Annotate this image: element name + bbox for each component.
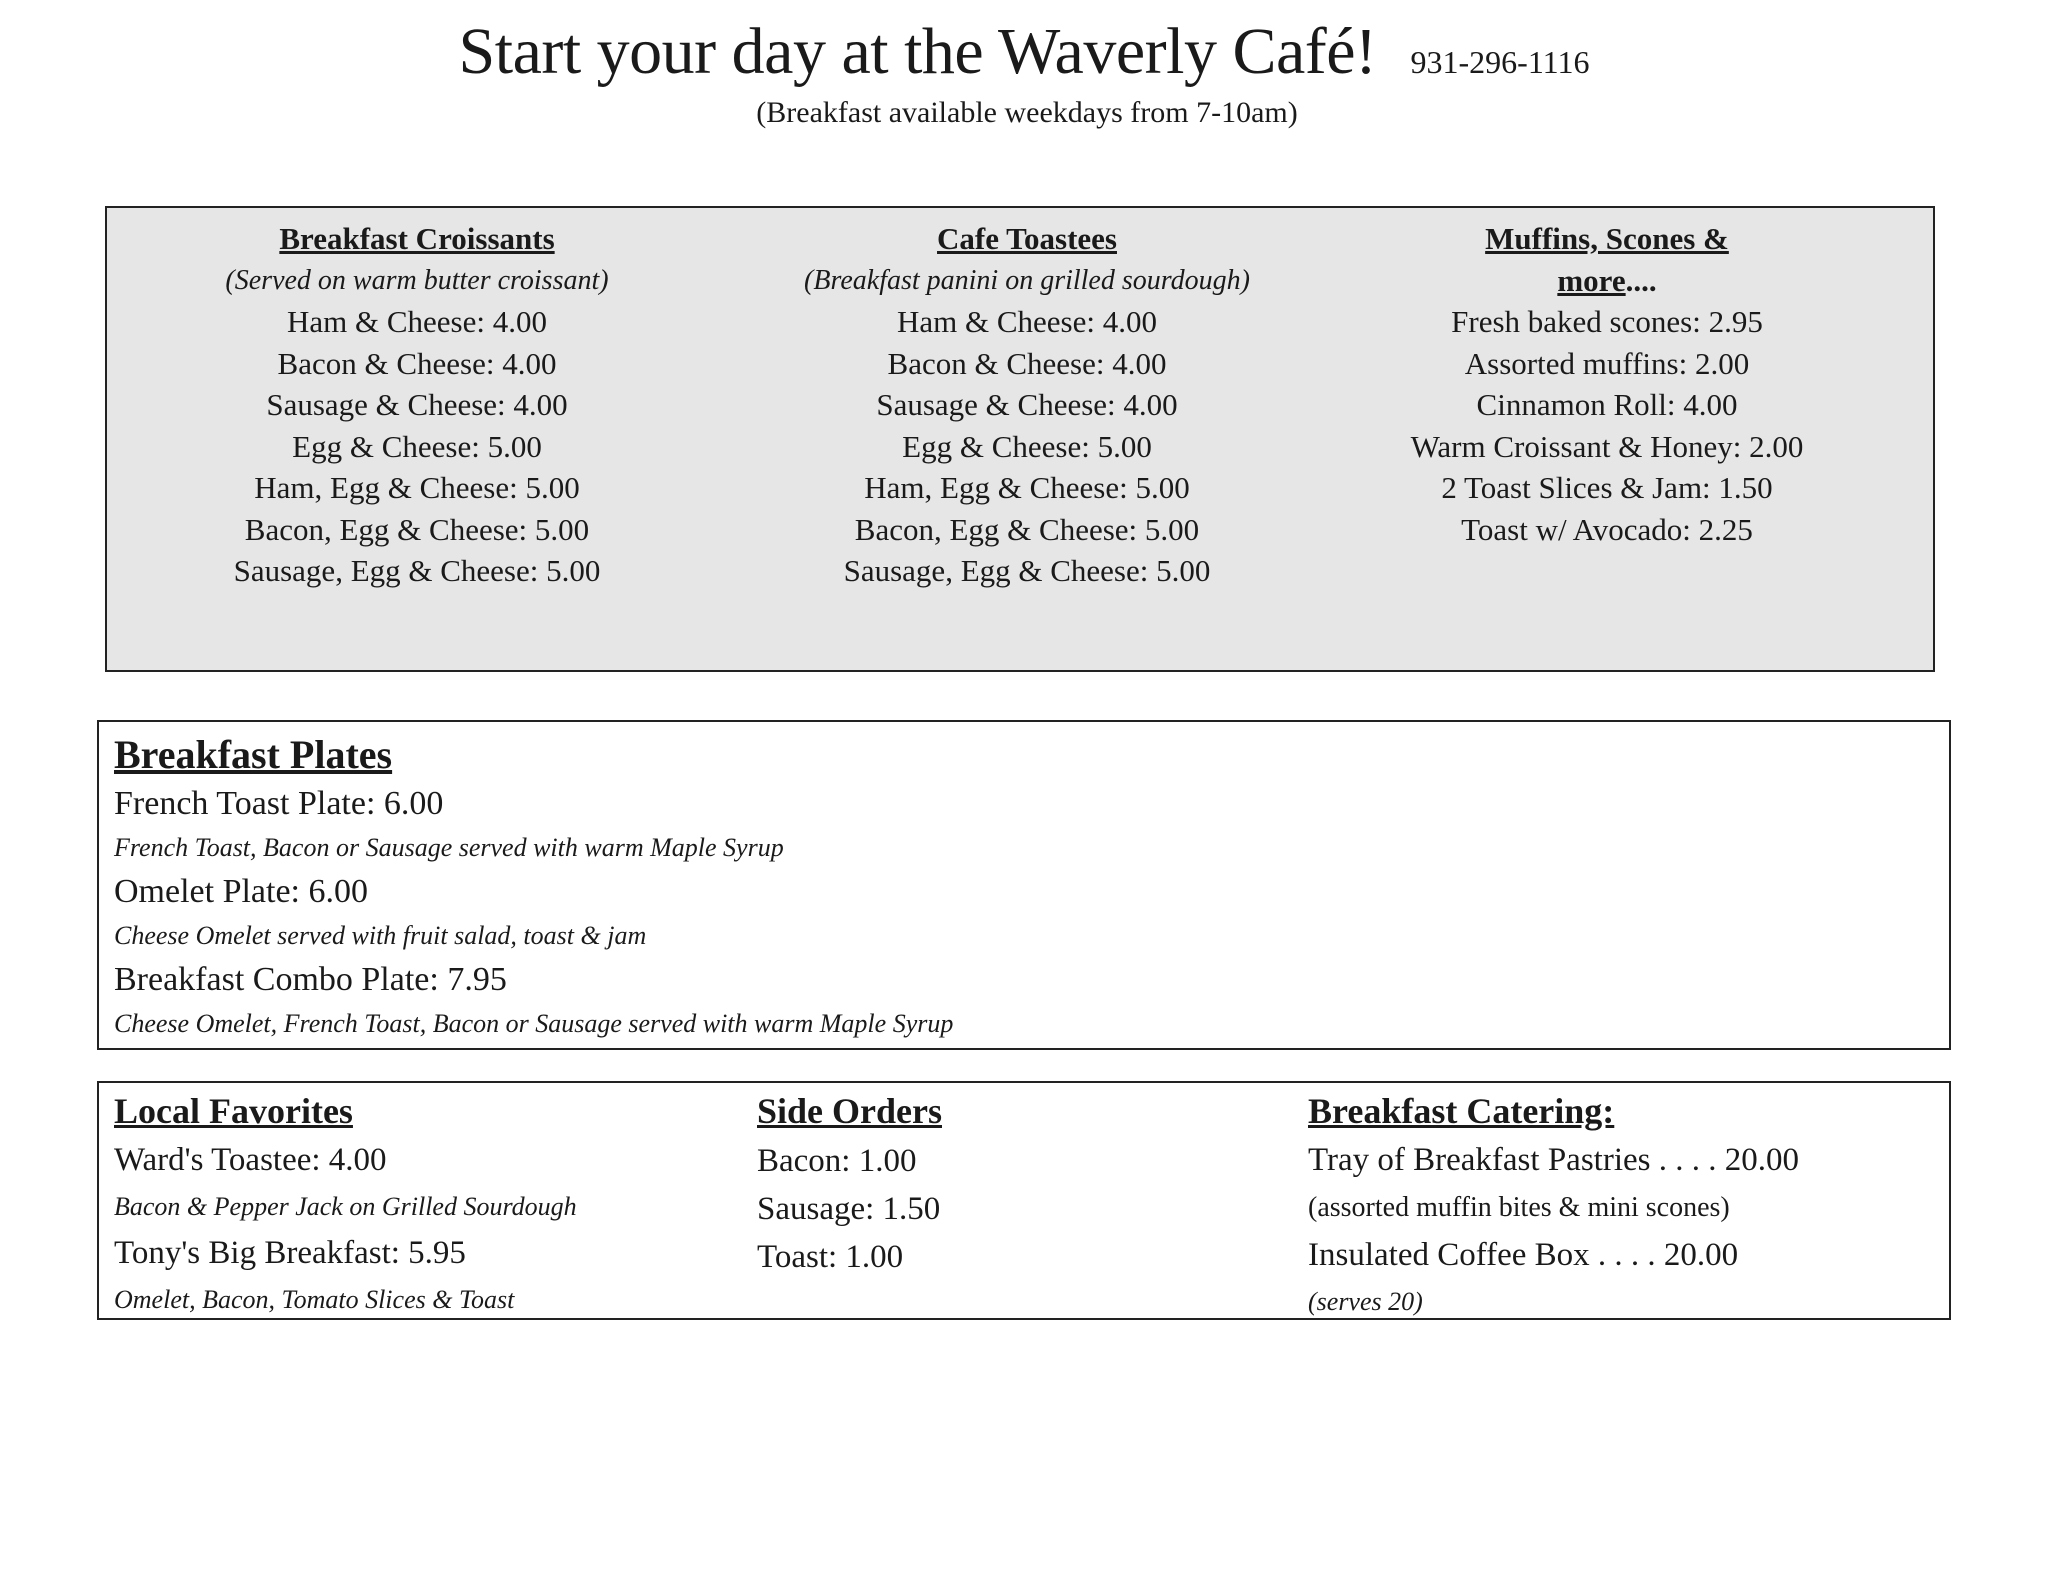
menu-item: Sausage, Egg & Cheese: 5.00	[843, 553, 1211, 588]
menu-item: Cinnamon Roll: 4.00	[1476, 387, 1738, 422]
menu-item: Assorted muffins: 2.00	[1464, 345, 1750, 381]
page-title: Start your day at the Waverly Café!	[458, 15, 1377, 88]
local-item-description: Bacon & Pepper Jack on Grilled Sourdough	[114, 1192, 577, 1221]
muffins-heading-line1: Muffins, Scones &	[1485, 221, 1729, 256]
top-menu-box	[105, 206, 1935, 672]
catering-item: Insulated Coffee Box . . . . 20.00	[1308, 1237, 1739, 1273]
plate-description: French Toast, Bacon or Sausage served with warm Maple Syrup	[114, 833, 784, 862]
local-favorites-heading: Local Favorites	[114, 1091, 353, 1131]
plate-item: Breakfast Combo Plate: 7.95	[114, 961, 507, 998]
catering-heading: Breakfast Catering:	[1308, 1091, 1615, 1131]
plate-description: Cheese Omelet served with fruit salad, toast & jam	[114, 921, 647, 950]
local-favorites-section	[114, 1085, 734, 1323]
muffins-heading-more: more	[1557, 262, 1626, 298]
menu-item: Fresh baked scones: 2.95	[1451, 304, 1763, 339]
menu-item: Egg & Cheese: 5.00	[902, 428, 1152, 464]
catering-item: Tray of Breakfast Pastries . . . . 20.00	[1308, 1142, 1799, 1178]
menu-item: Ham, Egg & Cheese: 5.00	[254, 470, 580, 505]
menu-item: 2 Toast Slices & Jam: 1.50	[1441, 470, 1773, 505]
toastees-heading: Cafe Toastees	[937, 221, 1117, 256]
menu-item: Bacon, Egg & Cheese: 5.00	[244, 511, 590, 547]
local-item: Ward's Toastee: 4.00	[114, 1142, 387, 1178]
toastees-section	[757, 218, 1297, 592]
menu-item: Toast w/ Avocado: 2.25	[1461, 511, 1753, 547]
menu-item: Sausage & Cheese: 4.00	[266, 387, 568, 422]
plate-description: Cheese Omelet, French Toast, Bacon or Sausage served with warm Maple Syrup	[114, 1009, 954, 1038]
menu-item: Egg & Cheese: 5.00	[292, 428, 542, 464]
phone-number: 931-296-1116	[1410, 44, 1590, 80]
menu-item: Ham & Cheese: 4.00	[286, 304, 547, 339]
muffins-heading-line2	[1377, 260, 1837, 302]
plates-heading: Breakfast Plates	[114, 732, 393, 777]
side-item: Toast: 1.00	[757, 1239, 904, 1275]
menu-item: Bacon, Egg & Cheese: 5.00	[854, 511, 1200, 547]
plate-item: French Toast Plate: 6.00	[114, 785, 444, 822]
muffins-section	[1377, 218, 1837, 550]
local-item: Tony's Big Breakfast: 5.95	[114, 1235, 466, 1271]
plate-item: Omelet Plate: 6.00	[114, 873, 369, 910]
catering-item-description: (serves 20)	[1308, 1287, 1423, 1316]
croissants-heading: Breakfast Croissants	[279, 221, 555, 256]
bottom-menu-box	[97, 1081, 1951, 1320]
catering-section	[1308, 1085, 1928, 1325]
menu-item: Warm Croissant & Honey: 2.00	[1410, 428, 1804, 464]
side-item: Sausage: 1.50	[757, 1191, 941, 1227]
toastees-note: (Breakfast panini on grilled sourdough)	[804, 264, 1250, 296]
menu-item: Sausage & Cheese: 4.00	[876, 387, 1178, 422]
menu-item: Sausage, Egg & Cheese: 5.00	[233, 553, 601, 588]
menu-item: Ham, Egg & Cheese: 5.00	[864, 470, 1190, 505]
side-orders-section	[757, 1085, 1277, 1281]
muffins-heading-dots: ....	[1625, 262, 1657, 298]
menu-item: Bacon & Cheese: 4.00	[277, 345, 557, 381]
page-header	[0, 14, 2048, 130]
croissants-note: (Served on warm butter croissant)	[225, 264, 609, 296]
local-item-description: Omelet, Bacon, Tomato Slices & Toast	[114, 1285, 515, 1314]
hours-note: (Breakfast available weekdays from 7-10am)	[756, 96, 1298, 129]
menu-item: Bacon & Cheese: 4.00	[887, 345, 1167, 381]
menu-item: Ham & Cheese: 4.00	[896, 304, 1157, 339]
title-line	[459, 14, 1590, 90]
side-orders-heading: Side Orders	[757, 1091, 942, 1131]
croissants-section	[147, 218, 687, 592]
catering-item-description: (assorted muffin bites & mini scones)	[1308, 1192, 1730, 1223]
side-item: Bacon: 1.00	[757, 1143, 917, 1179]
breakfast-plates-box	[97, 720, 1951, 1050]
